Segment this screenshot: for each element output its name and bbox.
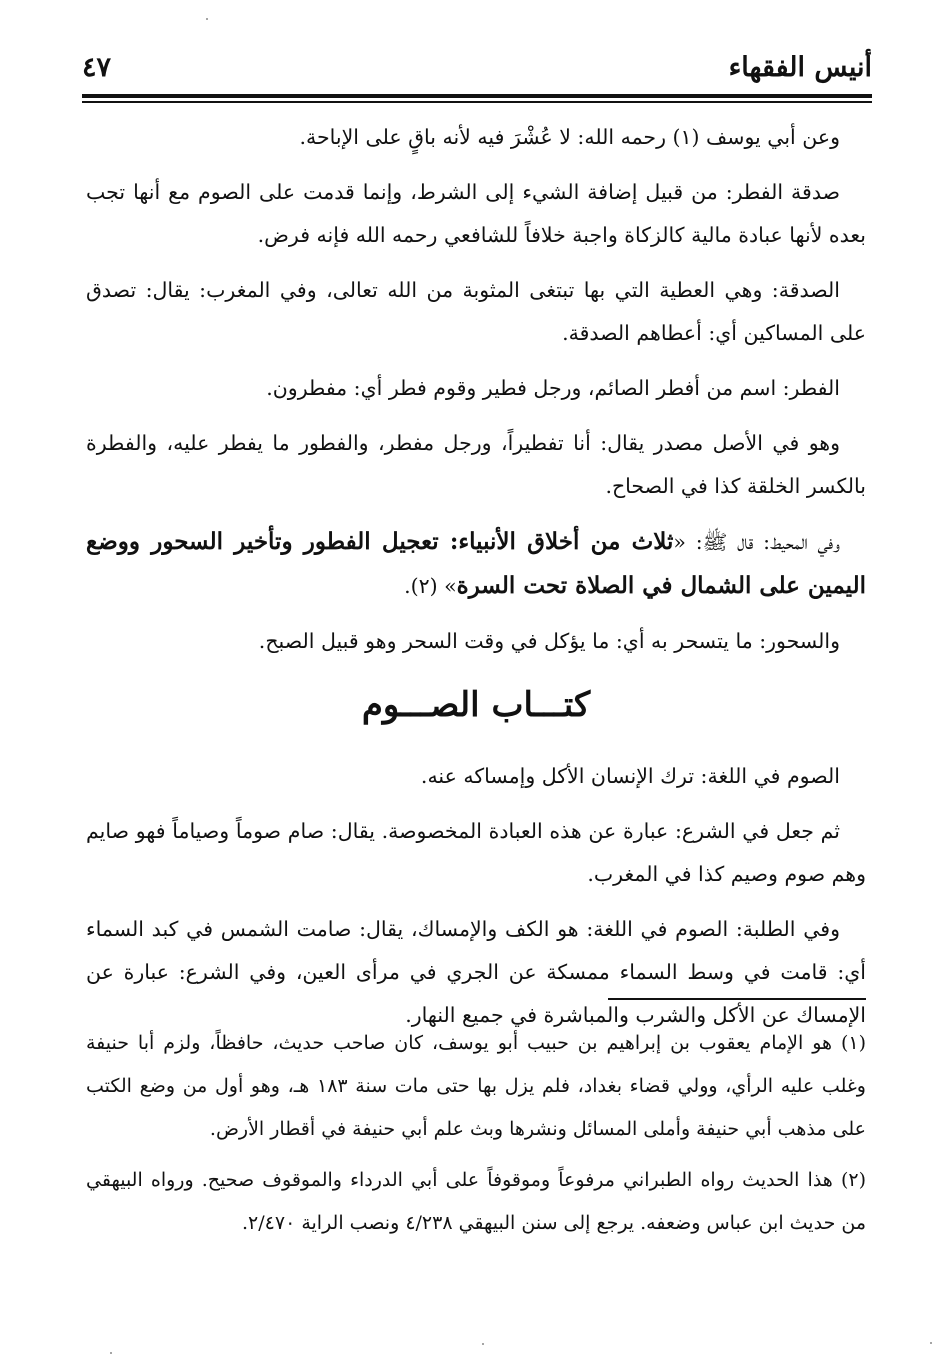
footnotes <box>86 1022 866 1253</box>
page-header <box>82 52 872 90</box>
footnote: (١) هو الإمام يعقوب بن إبراهيم بن حبيب أبو يوسف، كان صاحب حديث، حافظاً، ولزم أبا حنيفة وغلب عليه الرأي، وولي قضاء بغداد، فلم يزل بها حتى مات سنة ١٨٣ هـ، وهو أول من وضع الكتب على مذهب أبي حنيفة وأملى المسائل ونشرها وبث علم أبي حنيفة في أقطار الأرض. <box>86 1032 866 1140</box>
scan-speck <box>482 1343 484 1345</box>
footnote-separator <box>608 998 866 1000</box>
section-title: كتـــاب الصـــوم <box>361 685 591 725</box>
footnote: (٢) هذا الحديث رواه الطبراني مرفوعاً وموقوفاً على أبي الدرداء والموقوف صحيح. ورواه البيهقي من حديث ابن عباس وضعفه. يرجع إلى سنن البيهقي ٤/٢٣٨ ونصب الراية ٢/٤٧٠. <box>86 1169 866 1234</box>
paragraph: وهو في الأصل مصدر يقال: أنا تفطيراً، ورجل مفطر، والفطور ما يفطر عليه، والفطرة بالكسر الخلقة كذا في الصحاح. <box>86 431 866 498</box>
paragraph: الفطر: اسم من أفطر الصائم، ورجل فطير وقوم فطر أي: مفطرون. <box>266 376 840 400</box>
scan-speck <box>206 18 208 20</box>
running-title: أنيس الفقهاء <box>728 52 872 83</box>
paragraph: صدقة الفطر: من قبيل إضافة الشيء إلى الشرط، وإنما قدمت على الصوم مع أنها تجب بعده لأنها عبادة مالية كالزكاة واجبة خلافاً للشافعي رحمه الله فإنه فرض. <box>86 180 866 247</box>
page-number: ٤٧ <box>82 52 112 83</box>
header-rule-thin <box>82 101 872 103</box>
hadith-intro: وفي المحيط: قال ﷺ: « <box>673 530 841 554</box>
main-text <box>86 116 866 1049</box>
hadith-text: ثلاث من أخلاق الأنبياء: تعجيل الفطور وتأخير السحور ووضع اليمين على الشمال في الصلاة تحت السرة <box>86 528 866 599</box>
paragraph: الصدقة: وهي العطية التي بها تبتغى المثوبة من الله تعالى، وفي المغرب: يقال: تصدق على المساكين أي: أعطاهم الصدقة. <box>86 278 866 345</box>
section-paragraph: وفي الطلبة: الصوم في اللغة: هو الكف والإمساك، يقال: صامت الشمس في كبد السماء أي: قامت في وسط السماء ممسكة عن الجري في مرأى العين، وفي الشرع: عبارة عن الإمساك عن الأكل والشرب والمباشرة في جميع النهار. <box>86 917 866 1027</box>
paragraph: وعن أبي يوسف (١) رحمه الله: لا عُشْرَ فيه لأنه باقٍ على الإباحة. <box>299 125 840 149</box>
scan-speck <box>930 1342 932 1344</box>
section-paragraph: الصوم في اللغة: ترك الإنسان الأكل وإمساكه عنه. <box>420 764 840 788</box>
paragraph: والسحور: ما يتسحر به أي: ما يؤكل في وقت السحر وهو قبيل الصبح. <box>258 629 840 653</box>
hadith-outro: » (٢). <box>404 574 457 598</box>
scan-speck <box>110 1352 112 1354</box>
section-paragraph: ثم جعل في الشرع: عبارة عن هذه العبادة المخصوصة. يقال: صام صوماً وصياماً فهو صايم وهم صوم وصيم كذا في المغرب. <box>86 819 866 886</box>
hadith-paragraph <box>86 520 866 608</box>
header-rule-thick <box>82 94 872 98</box>
